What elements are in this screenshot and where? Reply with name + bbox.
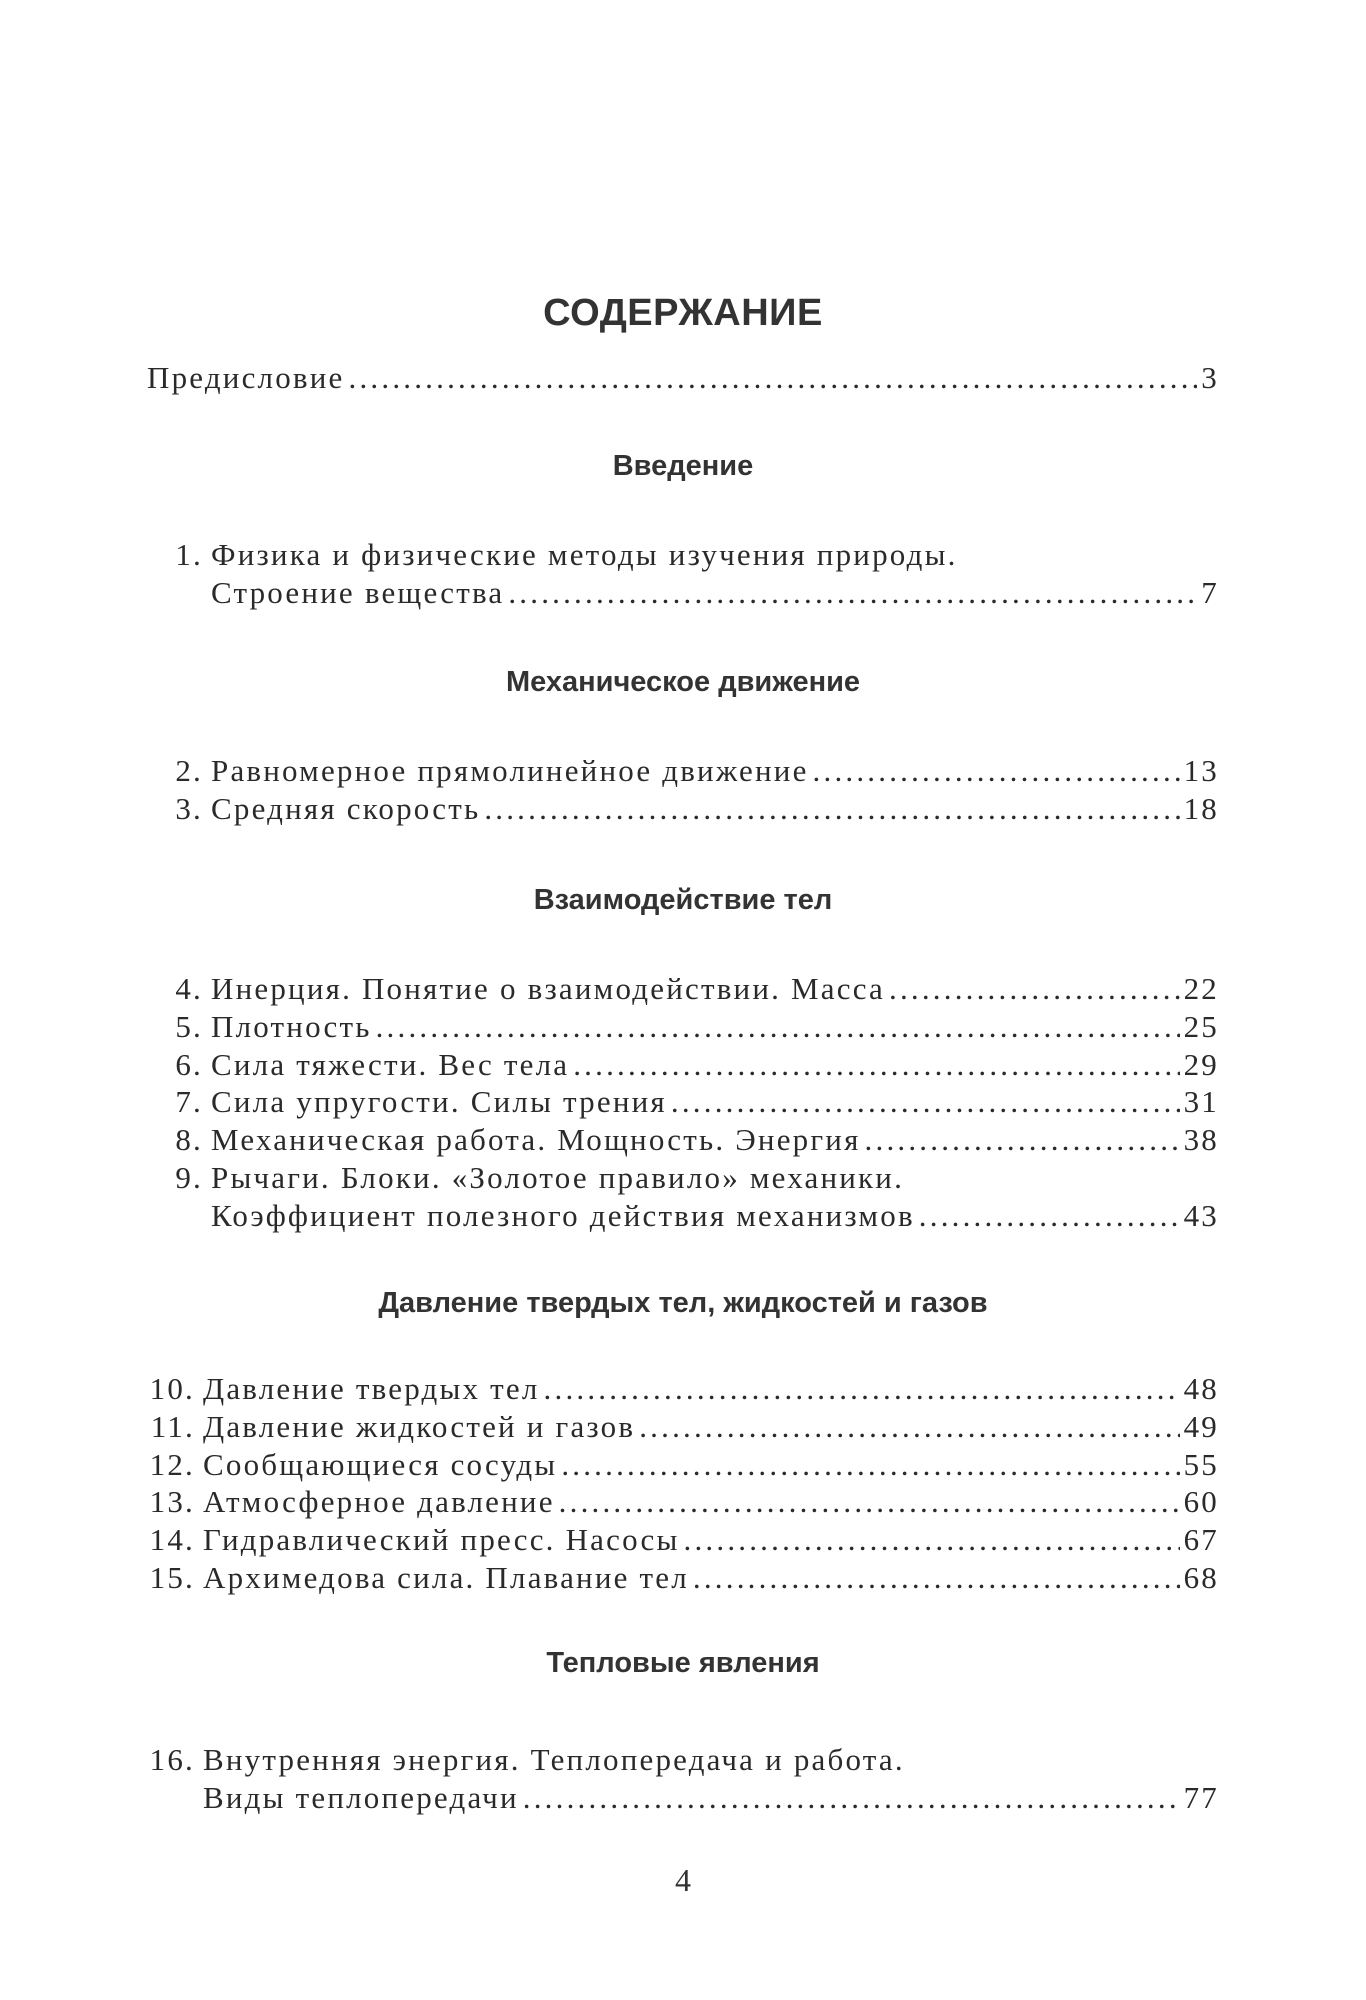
dot-leader [484,791,1179,827]
toc-entry[interactable] [147,1160,1219,1200]
entry-number: 2. [175,753,203,788]
toc-entry[interactable] [147,971,1219,1011]
toc-entry-preface[interactable] [147,360,1219,400]
entry-page: 7 [1201,574,1219,610]
section-heading: Механическое движение [505,666,861,698]
toc-entry[interactable] [147,1122,1219,1162]
entry-number: 6. [175,1046,203,1082]
entry-number: 15. [149,1560,195,1595]
entry-text: Физика и физические методы изучения природы. [211,537,958,572]
dot-leader [639,1409,1179,1445]
dot-leader [919,1198,1180,1234]
entry-page: 38 [1183,1122,1219,1158]
toc-entry[interactable] [147,1009,1219,1049]
entry-text: Атмосферное давление [203,1484,555,1520]
entry-text: Предисловие [147,360,345,395]
dot-leader [889,971,1180,1007]
entry-text: Виды теплопередачи [203,1779,519,1815]
entry-text: Плотность [211,1008,372,1044]
toc-entry[interactable] [147,1560,1219,1600]
dot-leader [349,360,1198,396]
dot-leader [671,1084,1180,1120]
entry-text: Сообщающиеся сосуды [203,1446,558,1482]
dot-leader [376,1009,1180,1045]
entry-text: Архимедова сила. Плавание тел [203,1560,689,1595]
toc-entry[interactable] [147,1780,1219,1820]
toc-entry[interactable] [147,1742,1219,1782]
entry-text: Гидравлический пресс. Насосы [203,1522,680,1558]
entry-number: 16. [149,1742,195,1777]
entry-text: Давление жидкостей и газов [203,1408,636,1444]
dot-leader [561,1447,1179,1483]
entry-text: Рычаги. Блоки. «Золотое правило» механики. [211,1160,905,1195]
toc-entry[interactable] [147,1371,1219,1411]
entry-number: 9. [175,1160,203,1195]
entry-text: Инерция. Понятие о взаимодействии. Масса [211,971,885,1006]
entry-number: 3. [175,790,203,826]
dot-leader [523,1780,1180,1816]
entry-number: 12. [149,1446,195,1482]
entry-text: Механическая работа. Мощность. Энергия [211,1122,861,1158]
entry-page: 48 [1183,1371,1219,1406]
toc-entry[interactable] [147,1484,1219,1524]
section-heading: Введение [612,450,754,482]
toc-entry[interactable] [147,1198,1219,1238]
entry-number: 14. [149,1522,195,1558]
entry-page: 31 [1183,1084,1219,1120]
toc-entry[interactable] [147,753,1219,793]
entry-number: 13. [149,1484,195,1520]
section-heading: Взаимодействие тел [533,884,833,916]
entry-page: 55 [1183,1446,1219,1482]
toc-entry[interactable] [147,1047,1219,1087]
entry-text: Давление твердых тел [203,1371,540,1406]
toc-entry[interactable] [147,1084,1219,1124]
entry-page: 43 [1183,1197,1219,1233]
dot-leader [573,1047,1179,1083]
entry-text: Равномерное прямолинейное движение [211,753,809,788]
entry-number: 11. [150,1408,195,1444]
dot-leader [544,1371,1180,1407]
toc-entry[interactable] [147,1522,1219,1562]
entry-number: 8. [175,1122,203,1158]
entry-page: 13 [1183,753,1219,788]
entry-text: Средняя скорость [211,790,481,826]
entry-number: 4. [175,971,203,1006]
entry-page: 3 [1201,360,1219,395]
entry-number: 1. [175,537,203,572]
entry-text: Коэффициент полезного действия механизмов [211,1197,915,1233]
toc-entry[interactable] [147,575,1219,615]
dot-leader [693,1560,1180,1596]
toc-entry[interactable] [147,1409,1219,1449]
dot-leader [508,575,1197,611]
entry-page: 49 [1183,1408,1219,1444]
toc-entry[interactable] [147,537,1219,577]
entry-number: 10. [149,1371,195,1406]
entry-page: 60 [1183,1484,1219,1520]
entry-number: 7. [175,1084,203,1120]
entry-number: 5. [175,1008,203,1044]
section-heading: Тепловые явления [546,1647,820,1679]
entry-text: Сила тяжести. Вес тела [211,1046,570,1082]
toc-entry[interactable] [147,1447,1219,1487]
entry-text: Сила упругости. Силы трения [211,1084,667,1120]
section-heading: Давление твердых тел, жидкостей и газов [378,1287,988,1319]
entry-page: 67 [1183,1522,1219,1558]
dot-leader [813,753,1180,789]
entry-text: Строение вещества [211,574,505,610]
toc-entry[interactable] [147,791,1219,831]
dot-leader [684,1522,1180,1558]
dot-leader [559,1484,1180,1520]
entry-page: 25 [1183,1008,1219,1044]
page-title: СОДЕРЖАНИЕ [543,292,823,334]
entry-page: 18 [1183,790,1219,826]
entry-page: 29 [1183,1046,1219,1082]
dot-leader [865,1122,1180,1158]
page-number: 4 [675,1862,691,1898]
entry-text: Внутренняя энергия. Теплопередача и работа. [203,1742,905,1777]
entry-page: 68 [1183,1560,1219,1595]
entry-page: 22 [1183,971,1219,1006]
entry-page: 77 [1183,1779,1219,1815]
